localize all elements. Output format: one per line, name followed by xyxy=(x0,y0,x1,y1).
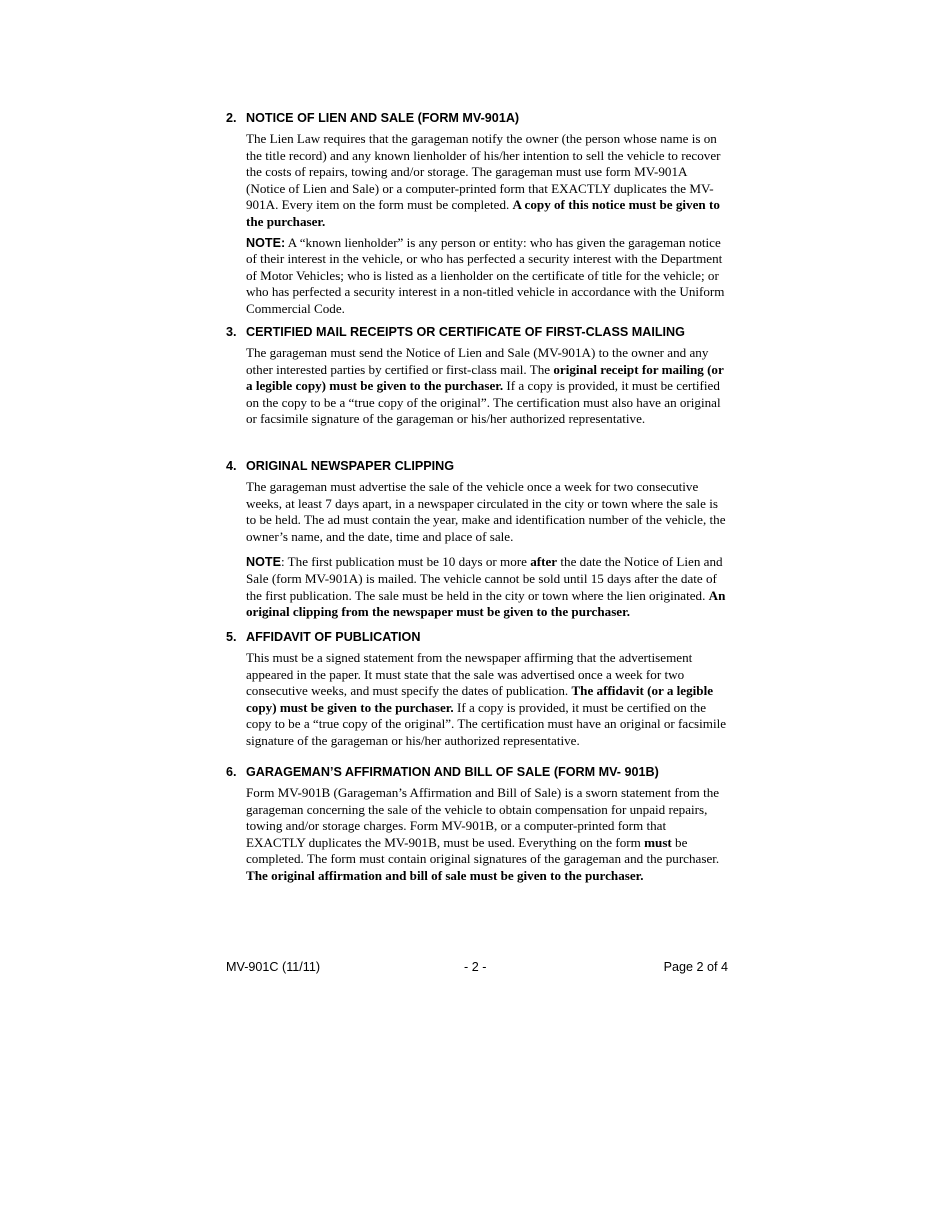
section-title: ORIGINAL NEWSPAPER CLIPPING xyxy=(246,459,455,473)
section-title: CERTIFIED MAIL RECEIPTS OR CERTIFICATE OF FIRST-CLASS MAILING xyxy=(246,325,685,339)
section-body xyxy=(246,345,728,428)
section-heading xyxy=(226,110,728,126)
section-number: 6. xyxy=(226,765,237,779)
page-marker: - 2 - xyxy=(464,960,487,974)
note-label: NOTE xyxy=(246,555,281,570)
note-text: the date the Notice of Lien and Sale (form MV-901A) is mailed. The vehicle cannot be sold until 15 days after the date of the first publication. The sale must be held in the city or town where the lien originated. xyxy=(246,554,723,603)
body-emphasis: The affidavit (or a legible copy) must be given to the purchaser. xyxy=(246,683,714,715)
body-text: be completed. The form must contain original signatures of the garageman and the purchaser. xyxy=(246,834,720,867)
body-text: If a copy is provided, it must be certified on the copy to be a “true copy of the original”. The certification must also have an original or facsimile signature of the garageman or his/her authorized representative. xyxy=(246,378,721,427)
note-emphasis: An original clipping from the newspaper must be given to the purchaser. xyxy=(246,587,726,620)
section-2 xyxy=(226,110,728,318)
section-number: 2. xyxy=(226,111,237,125)
section-number: 3. xyxy=(226,325,237,339)
section-title: GARAGEMAN’S AFFIRMATION AND BILL OF SALE (FORM MV- 901B) xyxy=(246,765,659,779)
section-body xyxy=(246,479,728,545)
note-text: : The first publication must be 10 days or more xyxy=(280,554,531,570)
section-note xyxy=(246,235,728,318)
section-heading xyxy=(226,764,728,780)
body-emphasis: A copy of this notice must be given to the purchaser. xyxy=(246,197,720,229)
section-body xyxy=(246,131,728,231)
body-emphasis: The original affirmation and bill of sale must be given to the purchaser. xyxy=(246,867,644,883)
body-text: Form MV-901B (Garageman’s Affirmation and Bill of Sale) is a sworn statement from the garageman concerning the sale of the vehicle to obtain compensation for unpaid repairs, towing and/or storage charges. Form MV-901B, or a computer-printed form that EXACTLY duplicates the MV-901B, must be used. Everything on the form xyxy=(246,785,720,850)
body-emphasis: must xyxy=(644,834,672,850)
page-count: Page 2 of 4 xyxy=(663,960,728,974)
section-title: AFFIDAVIT OF PUBLICATION xyxy=(246,630,421,644)
section-heading xyxy=(226,458,728,474)
body-text: The garageman must send the Notice of Lien and Sale (MV-901A) to the owner and any other interested parties by certified or first-class mail. The xyxy=(246,345,709,377)
section-5 xyxy=(226,629,728,750)
section-number: 4. xyxy=(226,459,237,473)
body-emphasis: original receipt for mailing (or a legible copy) must be given to the purchaser. xyxy=(246,361,724,394)
section-body xyxy=(246,785,728,885)
section-4 xyxy=(226,458,728,621)
section-3 xyxy=(226,324,728,428)
section-note xyxy=(246,554,728,620)
section-heading xyxy=(226,629,728,645)
body-text: The garageman must advertise the sale of the vehicle once a week for two consecutive weeks, at least 7 days apart, in a newspaper circulated in the city or town where the sale is to be held. The ad must contain the year, make and identification number of the vehicle, the owner’s name, and the date, time and place of sale. xyxy=(246,479,726,544)
page-footer xyxy=(226,960,728,978)
section-title: NOTICE OF LIEN AND SALE (FORM MV-901A) xyxy=(246,111,520,125)
note-emphasis: after xyxy=(530,554,558,570)
section-body xyxy=(246,650,728,750)
note-label: NOTE: xyxy=(246,235,286,250)
section-number: 5. xyxy=(226,630,237,644)
body-text: The Lien Law requires that the garageman notify the owner (the person whose name is on the title record) and any known lienholder of his/her intention to sell the vehicle to recover the costs of repairs, towing and/or storage. The garageman must use form MV-901A (Notice of Lien and Sale) or a computer-printed form that EXACTLY duplicates the MV-901A. Every item on the form must be completed. xyxy=(246,131,721,213)
note-text: A “known lienholder” is any person or entity: who has given the garageman notice of their interest in the vehicle, or who has perfected a security interest with the Department of Motor Vehicles; who is listed as a lienholder on the certificate of title for the vehicle; or who has perfected a security interest in a non-titled vehicle in accordance with the Uniform Commercial Code. xyxy=(246,234,725,316)
form-id: MV-901C (11/11) xyxy=(226,960,321,974)
body-text: This must be a signed statement from the newspaper affirming that the advertisement appeared in the paper. It must state that the sale was advertised once a week for two consecutive weeks, and must specify the dates of publication. xyxy=(246,650,693,699)
section-heading xyxy=(226,324,728,340)
body-text: If a copy is provided, it must be certified on the copy to be a “true copy of the original”. The certification must have an original or facsimile signature of the garageman or his/her authorized representative. xyxy=(246,699,727,748)
section-6 xyxy=(226,764,728,885)
